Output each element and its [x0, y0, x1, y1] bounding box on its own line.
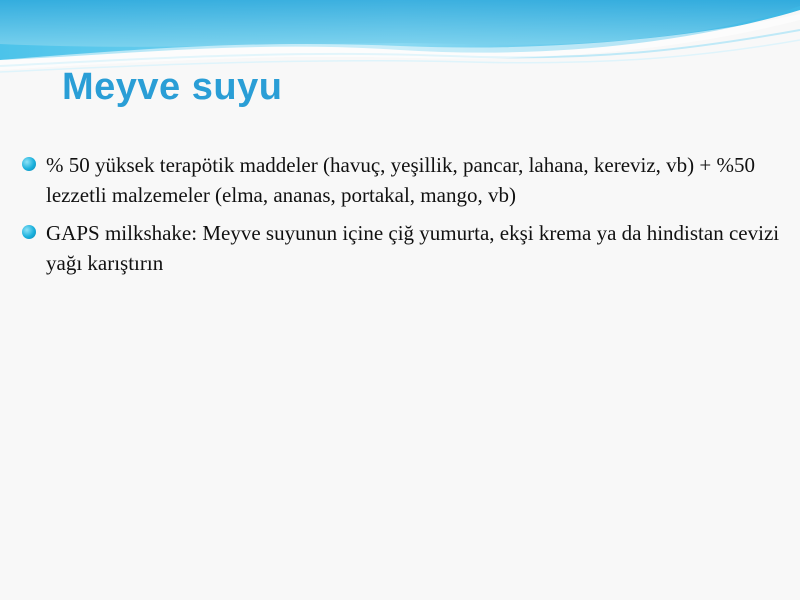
- bullet-text: GAPS milkshake: Meyve suyunun içine çiğ yumurta, ekşi krema ya da hindistan cevizi yağı karıştırın: [46, 221, 780, 275]
- bullet-dot-icon: [22, 225, 36, 239]
- bullet-text: % 50 yüksek terapötik maddeler (havuç, yeşillik, pancar, lahana, kereviz, vb) + %50 lezzetli malzemeler (elma, ananas, portakal, mango, vb): [46, 153, 755, 207]
- bullet-dot-icon: [22, 157, 36, 171]
- bullet-list: [22, 150, 792, 286]
- slide-title: Meyve suyu: [62, 66, 283, 108]
- bullet-item: [22, 218, 792, 278]
- bullet-item: [22, 150, 792, 210]
